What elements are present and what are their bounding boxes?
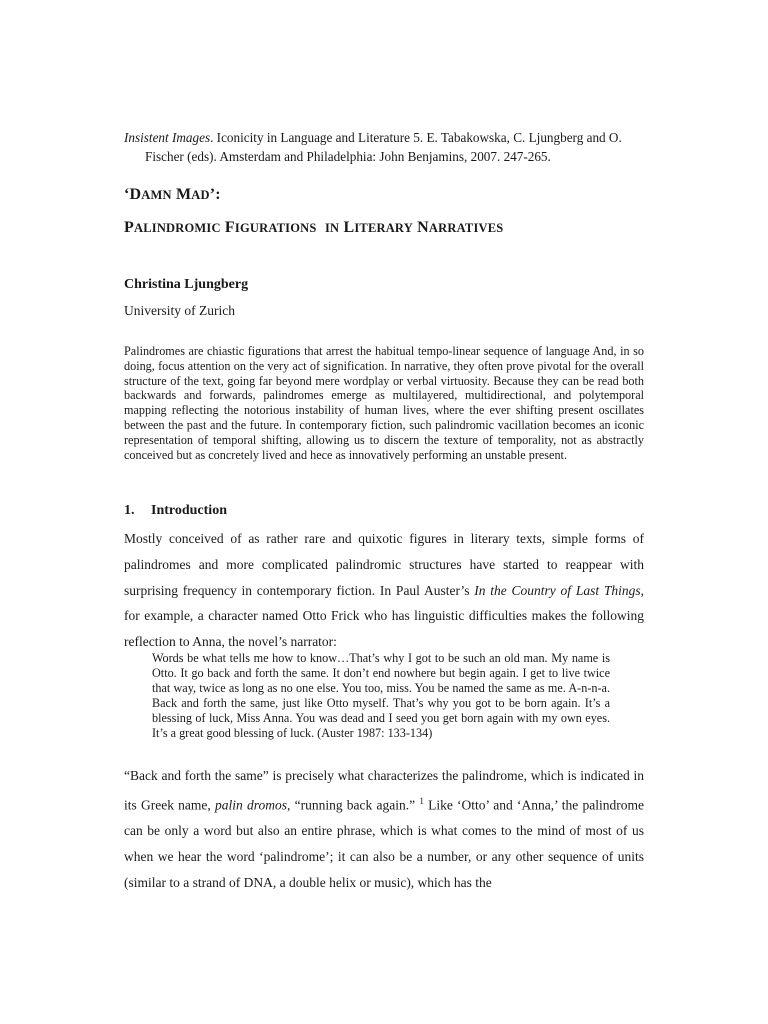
footnote-marker[interactable]: 1 <box>419 795 424 806</box>
author-name: Christina Ljungberg <box>124 277 249 292</box>
section-number: 1. <box>124 503 135 518</box>
citation-line-1: Insistent Images. Iconicity in Language and Literature 5. E. Tabakowska, C. Ljungberg and O. <box>124 130 622 145</box>
section-heading <box>124 503 227 519</box>
citation-line-2: Fischer (eds). Amsterdam and Philadelphia: John Benjamins, 2007. 247-265. <box>145 149 551 164</box>
citation <box>124 128 644 166</box>
author-affiliation: University of Zurich <box>124 303 235 318</box>
block-quote: Words be what tells me how to know…That’s why I got to be such an old man. My name is Otto. It go back and forth the same. It don’t end nowhere but begin again. I get to live twice that way, twice as long as no one else. You too, miss. You be named the same as me. A-n-n-a. Back and forth the same, just like Otto myself. That’s why you got to be born again. It’s a blessing of luck, Miss Anna. You was dead and I seed you get born again with my own eyes. It’s a great good blessing of luck. (Auster 1987: 133-134) <box>152 651 610 740</box>
book-reference: In the Country of Last Things <box>474 582 641 598</box>
abstract: Palindromes are chiastic figurations that arrest the habitual tempo-linear sequence of language And, in so doing, focus attention on the very act of signification. In narrative, they often prove pivotal for the overall structure of the text, going far beyond mere wordplay or verbal virtuosity. Because they can be read both backwards and forwards, palindromes emerge as multilayered, multidirectional, and polytemporal mapping reflecting the notorious instability of human lives, where the ever shifting present oscillates between the past and the future. In contemporary fiction, such palindromic vacillation becomes an iconic representation of temporal shifting, allowing us to discern the texture of temporality, not as abstractly conceived but as concretely lived and hece as innovatively performing an unstable present. <box>124 344 644 462</box>
paragraph-1: Mostly conceived of as rather rare and quixotic figures in literary texts, simple forms of palindromes and more complicated palindromic structures have started to reappear with surprising frequency in contemporary fiction. In Paul Auster’s In the Country of Last Things, for example, a character named Otto Frick who has linguistic difficulties makes the following reflection to Anna, the novel’s narrator: <box>124 531 644 650</box>
section-title: Introduction <box>151 503 227 518</box>
paragraph-2: “Back and forth the same” is precisely what characterizes the palindrome, which is indicated in its Greek name, palin dromos, “running back again.” $^1$ Like ‘Otto’ and ‘Anna,’ the palindrome can be only a word but also an entire phrase, which is what comes to the mind of most of us when we hear the word ‘palindrome’; it can also be a number, or any other sequence of units (similar to a strand of DNA, a double helix or music), which has the <box>124 768 644 890</box>
book-title: Insistent Images <box>124 130 211 145</box>
title-line-2: PALINDROMIC FIGURATIONS IN LITERARY NARRATIVES <box>124 219 504 236</box>
greek-term: palin dromos <box>215 797 287 813</box>
title-line-1: ‘DAMN MAD’: <box>124 186 221 203</box>
